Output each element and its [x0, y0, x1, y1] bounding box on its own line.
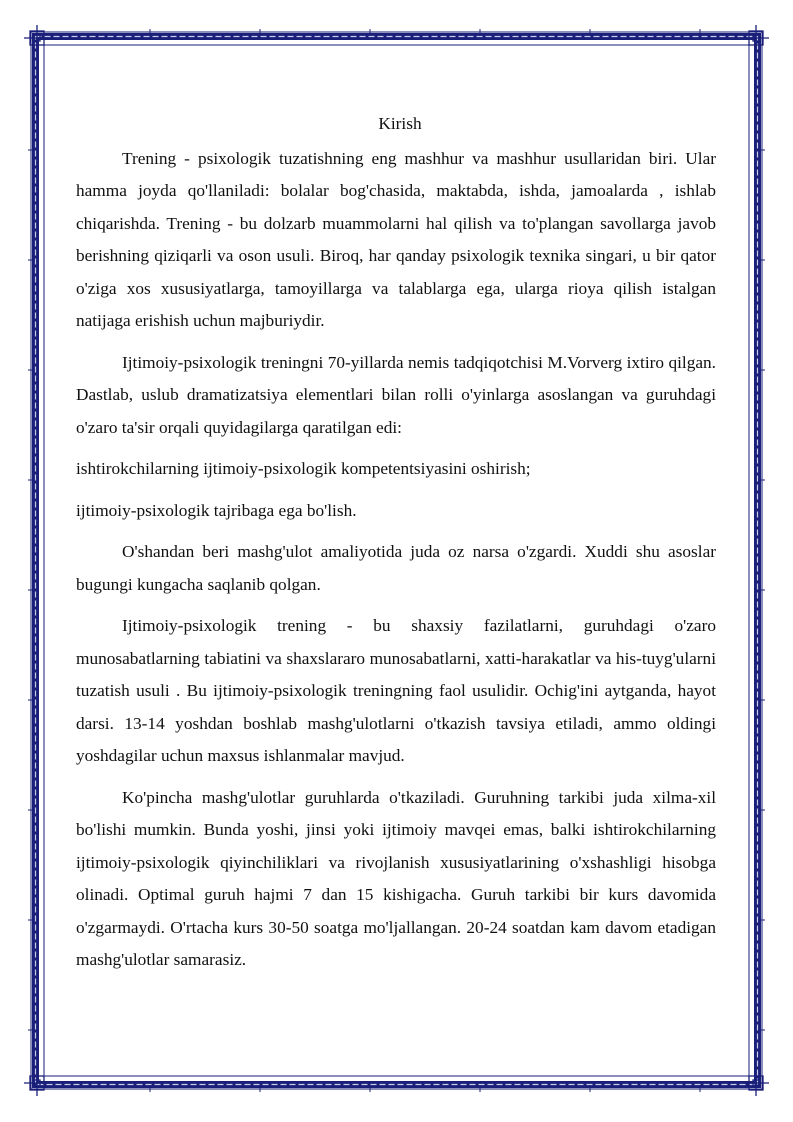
list-item: ishtirokchilarning ijtimoiy-psixologik kompetentsiyasini oshirish; [76, 459, 531, 478]
list-item: ijtimoiy-psixologik tajribaga ega bo'lish. [76, 500, 357, 520]
corner-ornament-top-left [24, 25, 50, 51]
paragraph: Ijtimoiy-psixologik trening - bu shaxsiy fazilatlarni, guruhdagi o'zaro munosabatlarning tabiatini va shaxslararo munosabatlarni, xatti-harakatlar va his-tuyg'ularni tuzatish usuli . Bu ijtimoiy-psixologik treningning faol usulidir. Ochig'ini aytganda, hayot darsi. 13-14 yoshdan boshlab mashg'ulotlarni o'tkazish tavsiya etiladi, ammo oldingi yoshdagilar uchun maxsus ishlanmalar mavjud. [76, 616, 716, 765]
corner-ornament-top-right [743, 25, 769, 51]
corner-ornament-bottom-right [743, 1070, 769, 1096]
corner-ornament-bottom-left [24, 1070, 50, 1096]
paragraph: Ko'pincha mashg'ulotlar guruhlarda o'tkaziladi. Guruhning tarkibi juda xilma-xil bo'lishi mumkin. Bunda yoshi, jinsi yoki ijtimoiy mavqei emas, balki ishtirokchilarning ijtimoiy-psixologik qiyinchiliklari va rivojlanish xususiyatlarining o'xshashligi hisobga olinadi. Optimal guruh hajmi 7 dan 15 kishigacha. Guruh tarkibi bir kurs davomida o'zgarmaydi. O'rtacha kurs 30-50 soatga mo'ljallangan. 20-24 soatdan kam davom etadigan mashg'ulotlar samarasiz. [76, 787, 716, 969]
paragraph: Ijtimoiy-psixologik treningni 70-yillarda nemis tadqiqotchisi M.Vorverg ixtiro qilgan. Dastlab, uslub dramatizatsiya elementlari bilan rolli o'yinlarga asoslangan va guruhdagi o'zaro ta'sir orqali quyidagilarga qaratilgan edi: [76, 352, 716, 437]
document-title: Kirish [378, 114, 422, 133]
paragraph: Trening - psixologik tuzatishning eng mashhur va mashhur usullaridan biri. Ular hamma joyda qo'llaniladi: bolalar bog'chasida, maktabda, ishda, jamoalarda , ishlab chiqarishda. Trening - bu dolzarb muammolarni hal qilish va to'plangan savollarga javob berishning qiziqarli va oson usuli. Biroq, har qanday psixologik texnika singari, u bir qator o'ziga xos xususiyatlarga, tamoyillarga va talablarga ega, ularga rioya qilish istalgan natijaga erishish uchun majburiydir. [76, 148, 716, 330]
paragraph: O'shandan beri mashg'ulot amaliyotida juda oz narsa o'zgardi. Xuddi shu asoslar bugungi kungacha saqlanib qolgan. [76, 542, 716, 594]
document-body [76, 108, 716, 986]
